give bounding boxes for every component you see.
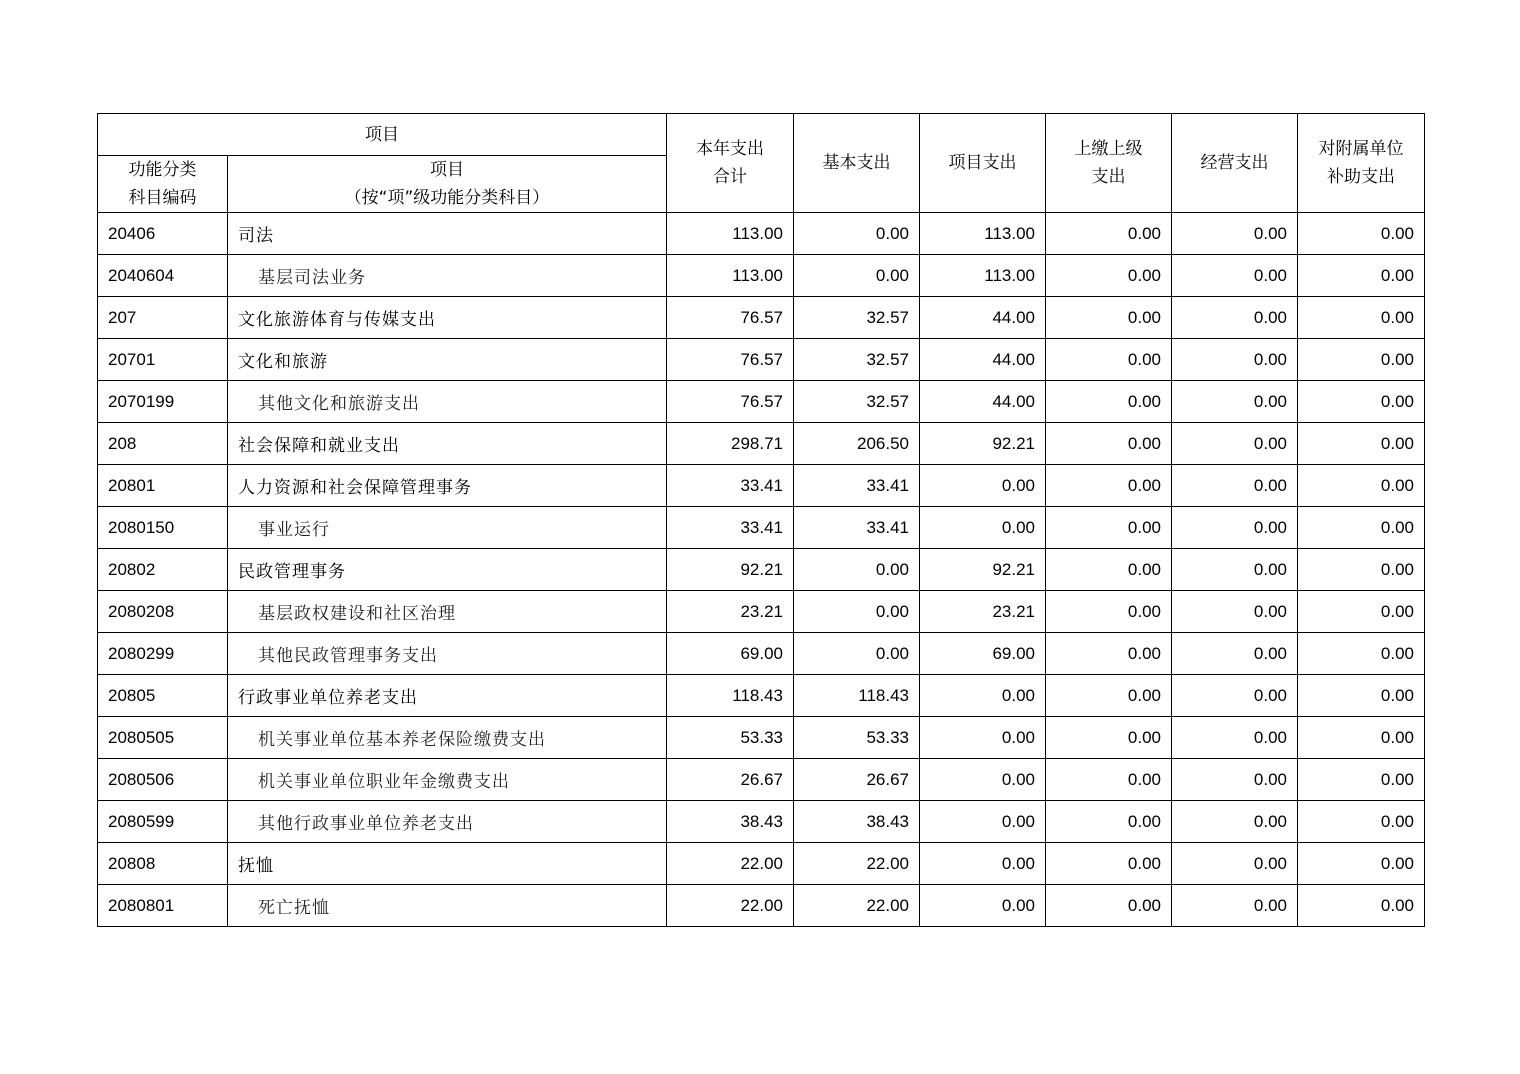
header-name — [228, 156, 667, 213]
table-header — [98, 114, 1425, 213]
upper-cell: 0.00 — [1046, 717, 1172, 759]
subsidy-cell: 0.00 — [1298, 339, 1425, 381]
table-row — [98, 381, 1425, 423]
item-name-cell: 司法 — [228, 213, 667, 255]
item-name-cell: 社会保障和就业支出 — [228, 423, 667, 465]
table-row — [98, 675, 1425, 717]
total-cell: 118.43 — [667, 675, 794, 717]
subsidy-cell: 0.00 — [1298, 255, 1425, 297]
total-cell: 76.57 — [667, 339, 794, 381]
item-name-cell: 文化和旅游 — [228, 339, 667, 381]
item-name-cell: 机关事业单位基本养老保险缴费支出 — [228, 717, 667, 759]
header-subsidy — [1298, 114, 1425, 213]
table-row — [98, 213, 1425, 255]
total-cell: 22.00 — [667, 885, 794, 927]
subsidy-cell: 0.00 — [1298, 591, 1425, 633]
operating-cell: 0.00 — [1172, 759, 1298, 801]
basic-cell: 22.00 — [794, 843, 920, 885]
basic-cell: 206.50 — [794, 423, 920, 465]
total-cell: 76.57 — [667, 297, 794, 339]
header-upper-line2: 支出 — [1091, 167, 1126, 187]
code-cell: 2080208 — [98, 591, 228, 633]
total-cell: 113.00 — [667, 255, 794, 297]
subsidy-cell: 0.00 — [1298, 801, 1425, 843]
subsidy-cell: 0.00 — [1298, 843, 1425, 885]
project-cell: 44.00 — [920, 297, 1046, 339]
item-name-cell: 行政事业单位养老支出 — [228, 675, 667, 717]
subsidy-cell: 0.00 — [1298, 717, 1425, 759]
header-item-group: 项目 — [98, 114, 667, 156]
header-code-line2: 科目编码 — [128, 188, 197, 208]
upper-cell: 0.00 — [1046, 843, 1172, 885]
operating-cell: 0.00 — [1172, 507, 1298, 549]
project-cell: 92.21 — [920, 423, 1046, 465]
header-project: 项目支出 — [920, 114, 1046, 213]
header-code-line1: 功能分类 — [128, 160, 197, 180]
table-row — [98, 843, 1425, 885]
total-cell: 23.21 — [667, 591, 794, 633]
basic-cell: 0.00 — [794, 591, 920, 633]
basic-cell: 32.57 — [794, 339, 920, 381]
subsidy-cell: 0.00 — [1298, 507, 1425, 549]
upper-cell: 0.00 — [1046, 465, 1172, 507]
code-cell: 20801 — [98, 465, 228, 507]
operating-cell: 0.00 — [1172, 465, 1298, 507]
operating-cell: 0.00 — [1172, 843, 1298, 885]
header-upper-line1: 上缴上级 — [1074, 139, 1143, 159]
table-row — [98, 507, 1425, 549]
item-name-cell: 民政管理事务 — [228, 549, 667, 591]
project-cell: 0.00 — [920, 759, 1046, 801]
header-subsidy-line1: 对附属单位 — [1318, 139, 1404, 159]
project-cell: 44.00 — [920, 339, 1046, 381]
operating-cell: 0.00 — [1172, 297, 1298, 339]
upper-cell: 0.00 — [1046, 213, 1172, 255]
item-name-cell: 文化旅游体育与传媒支出 — [228, 297, 667, 339]
header-subsidy-line2: 补助支出 — [1327, 167, 1395, 187]
upper-cell: 0.00 — [1046, 423, 1172, 465]
operating-cell: 0.00 — [1172, 255, 1298, 297]
subsidy-cell: 0.00 — [1298, 381, 1425, 423]
item-name-cell: 人力资源和社会保障管理事务 — [228, 465, 667, 507]
subsidy-cell: 0.00 — [1298, 549, 1425, 591]
code-cell: 20406 — [98, 213, 228, 255]
item-name-cell: 机关事业单位职业年金缴费支出 — [228, 759, 667, 801]
total-cell: 92.21 — [667, 549, 794, 591]
basic-cell: 32.57 — [794, 297, 920, 339]
subsidy-cell: 0.00 — [1298, 465, 1425, 507]
code-cell: 20805 — [98, 675, 228, 717]
item-name-cell: 事业运行 — [228, 507, 667, 549]
table-row — [98, 591, 1425, 633]
basic-cell: 33.41 — [794, 507, 920, 549]
subsidy-cell: 0.00 — [1298, 675, 1425, 717]
expenditure-table — [97, 113, 1425, 927]
operating-cell: 0.00 — [1172, 633, 1298, 675]
upper-cell: 0.00 — [1046, 549, 1172, 591]
subsidy-cell: 0.00 — [1298, 885, 1425, 927]
upper-cell: 0.00 — [1046, 507, 1172, 549]
subsidy-cell: 0.00 — [1298, 297, 1425, 339]
upper-cell: 0.00 — [1046, 339, 1172, 381]
code-cell: 2080150 — [98, 507, 228, 549]
basic-cell: 53.33 — [794, 717, 920, 759]
total-cell: 53.33 — [667, 717, 794, 759]
total-cell: 38.43 — [667, 801, 794, 843]
basic-cell: 26.67 — [794, 759, 920, 801]
item-name-cell: 抚恤 — [228, 843, 667, 885]
upper-cell: 0.00 — [1046, 759, 1172, 801]
operating-cell: 0.00 — [1172, 675, 1298, 717]
table-row — [98, 801, 1425, 843]
header-total — [667, 114, 794, 213]
operating-cell: 0.00 — [1172, 549, 1298, 591]
upper-cell: 0.00 — [1046, 255, 1172, 297]
basic-cell: 0.00 — [794, 213, 920, 255]
item-name-cell: 其他文化和旅游支出 — [228, 381, 667, 423]
table-row — [98, 633, 1425, 675]
operating-cell: 0.00 — [1172, 885, 1298, 927]
project-cell: 0.00 — [920, 801, 1046, 843]
header-basic: 基本支出 — [794, 114, 920, 213]
total-cell: 76.57 — [667, 381, 794, 423]
subsidy-cell: 0.00 — [1298, 213, 1425, 255]
table-row — [98, 339, 1425, 381]
operating-cell: 0.00 — [1172, 717, 1298, 759]
total-cell: 33.41 — [667, 465, 794, 507]
table-row — [98, 297, 1425, 339]
project-cell: 0.00 — [920, 885, 1046, 927]
basic-cell: 118.43 — [794, 675, 920, 717]
basic-cell: 0.00 — [794, 633, 920, 675]
basic-cell: 33.41 — [794, 465, 920, 507]
project-cell: 0.00 — [920, 717, 1046, 759]
header-name-line1: 项目 — [430, 160, 464, 180]
item-name-cell: 其他民政管理事务支出 — [228, 633, 667, 675]
basic-cell: 0.00 — [794, 255, 920, 297]
project-cell: 0.00 — [920, 465, 1046, 507]
table-row — [98, 423, 1425, 465]
table-row — [98, 717, 1425, 759]
header-name-line2: （按“项”级功能分类科目） — [344, 188, 550, 208]
table-row — [98, 255, 1425, 297]
code-cell: 2040604 — [98, 255, 228, 297]
code-cell: 2080505 — [98, 717, 228, 759]
header-total-line2: 合计 — [713, 167, 747, 187]
item-name-cell: 基层政权建设和社区治理 — [228, 591, 667, 633]
header-code — [98, 156, 228, 213]
code-cell: 207 — [98, 297, 228, 339]
project-cell: 0.00 — [920, 843, 1046, 885]
project-cell: 113.00 — [920, 213, 1046, 255]
total-cell: 26.67 — [667, 759, 794, 801]
header-operating: 经营支出 — [1172, 114, 1298, 213]
operating-cell: 0.00 — [1172, 381, 1298, 423]
basic-cell: 22.00 — [794, 885, 920, 927]
project-cell: 113.00 — [920, 255, 1046, 297]
operating-cell: 0.00 — [1172, 423, 1298, 465]
upper-cell: 0.00 — [1046, 801, 1172, 843]
code-cell: 2080299 — [98, 633, 228, 675]
project-cell: 23.21 — [920, 591, 1046, 633]
code-cell: 20808 — [98, 843, 228, 885]
operating-cell: 0.00 — [1172, 339, 1298, 381]
basic-cell: 38.43 — [794, 801, 920, 843]
basic-cell: 0.00 — [794, 549, 920, 591]
item-name-cell: 死亡抚恤 — [228, 885, 667, 927]
subsidy-cell: 0.00 — [1298, 633, 1425, 675]
operating-cell: 0.00 — [1172, 591, 1298, 633]
table-row — [98, 465, 1425, 507]
upper-cell: 0.00 — [1046, 381, 1172, 423]
project-cell: 0.00 — [920, 675, 1046, 717]
basic-cell: 32.57 — [794, 381, 920, 423]
table-row — [98, 885, 1425, 927]
upper-cell: 0.00 — [1046, 633, 1172, 675]
project-cell: 44.00 — [920, 381, 1046, 423]
header-upper — [1046, 114, 1172, 213]
total-cell: 22.00 — [667, 843, 794, 885]
code-cell: 2080599 — [98, 801, 228, 843]
table-row — [98, 549, 1425, 591]
project-cell: 69.00 — [920, 633, 1046, 675]
operating-cell: 0.00 — [1172, 801, 1298, 843]
header-total-line1: 本年支出 — [696, 139, 764, 159]
subsidy-cell: 0.00 — [1298, 759, 1425, 801]
code-cell: 208 — [98, 423, 228, 465]
code-cell: 2080506 — [98, 759, 228, 801]
code-cell: 2080801 — [98, 885, 228, 927]
upper-cell: 0.00 — [1046, 675, 1172, 717]
item-name-cell: 其他行政事业单位养老支出 — [228, 801, 667, 843]
total-cell: 298.71 — [667, 423, 794, 465]
upper-cell: 0.00 — [1046, 297, 1172, 339]
total-cell: 69.00 — [667, 633, 794, 675]
total-cell: 113.00 — [667, 213, 794, 255]
upper-cell: 0.00 — [1046, 591, 1172, 633]
project-cell: 92.21 — [920, 549, 1046, 591]
operating-cell: 0.00 — [1172, 213, 1298, 255]
item-name-cell: 基层司法业务 — [228, 255, 667, 297]
subsidy-cell: 0.00 — [1298, 423, 1425, 465]
code-cell: 20701 — [98, 339, 228, 381]
code-cell: 2070199 — [98, 381, 228, 423]
table-body — [98, 213, 1425, 927]
project-cell: 0.00 — [920, 507, 1046, 549]
upper-cell: 0.00 — [1046, 885, 1172, 927]
code-cell: 20802 — [98, 549, 228, 591]
total-cell: 33.41 — [667, 507, 794, 549]
table-row — [98, 759, 1425, 801]
